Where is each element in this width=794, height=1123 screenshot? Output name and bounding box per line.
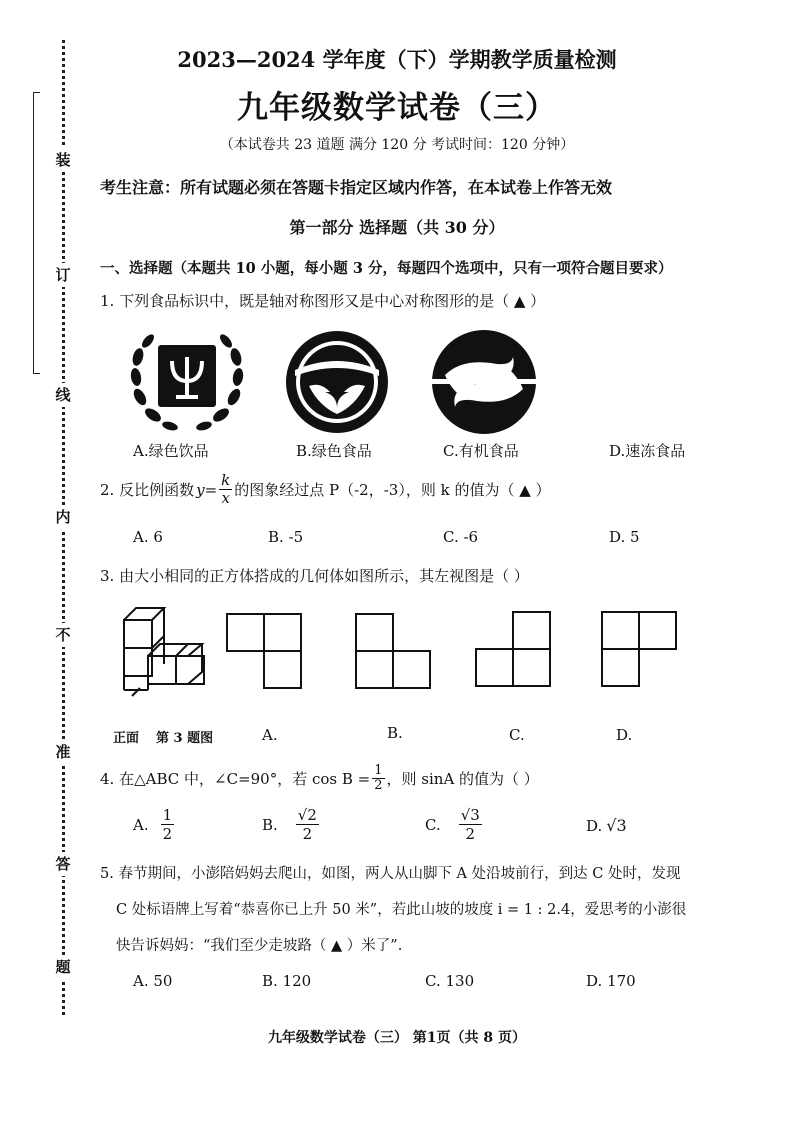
q2-option-d[interactable]: D. 5: [609, 528, 640, 546]
q1-stem: 1. 下列食品标识中，既是轴对称图形又是中心对称图形的是（ ▲ ）: [100, 292, 546, 310]
q5-option-d[interactable]: D. 170: [586, 972, 636, 990]
q2-pre: 2. 反比例函数: [100, 481, 195, 499]
organic-food-logo: [431, 329, 537, 435]
section-title: 一、选择题（本题共 10 小题，每小题 3 分，每题四个选项中，只有一项符合题目要求）: [100, 260, 673, 277]
binding-char-2: 订: [52, 263, 74, 287]
q2-option-b[interactable]: B. -5: [268, 528, 304, 546]
q3-option-d[interactable]: D.: [616, 726, 633, 744]
exam-info: （本试卷共 23 道题 满分 120 分 考试时间：120 分钟）: [219, 137, 575, 153]
binding-char-7: 答: [52, 852, 74, 876]
exam-title: 九年级数学试卷（三）: [237, 90, 557, 126]
q1-option-a[interactable]: A.绿色饮品: [133, 442, 209, 460]
q3-option-a[interactable]: A.: [262, 726, 278, 744]
q2-option-a[interactable]: A. 6: [133, 528, 163, 546]
q4-option-a-label: A.: [133, 815, 149, 834]
q4-frac-den: 2: [374, 778, 383, 793]
q4-stem: [100, 764, 539, 793]
q3-cube-figure: [118, 604, 210, 698]
q5-option-b[interactable]: B. 120: [262, 972, 312, 990]
q4-option-b-label: B.: [262, 815, 278, 834]
q3-option-b[interactable]: B.: [387, 724, 403, 742]
q5-line2: C 处标语牌上写着“恭喜你已上升 50 米”，若此山坡的坡度 i = 1 : 2.4，爱思考的小澎很: [116, 902, 687, 918]
q3-caption-front: 正面: [113, 731, 140, 746]
binding-char-3: 线: [52, 383, 74, 407]
q2-fraction: [219, 472, 232, 507]
q1-option-d[interactable]: D.速冻食品: [609, 442, 686, 460]
q4-option-d-label: D.: [586, 816, 603, 835]
q4-option-d-value: √3: [606, 816, 627, 835]
q5-option-a[interactable]: A. 50: [133, 972, 173, 990]
green-drink-logo: [128, 327, 246, 435]
q4-option-c-num: √3: [460, 806, 480, 824]
q3-option-c[interactable]: C.: [509, 726, 525, 744]
q2-frac-num: k: [221, 471, 231, 489]
q4-option-c-den: 2: [465, 825, 476, 843]
q1-option-b[interactable]: B.绿色食品: [296, 442, 372, 460]
q4-option-b[interactable]: [262, 806, 321, 843]
q3-caption-fig: 第 3 题图: [156, 731, 214, 746]
exam-subtitle: 2023—2024 学年度（下）学期教学质量检测: [177, 47, 617, 72]
q5-option-c[interactable]: C. 130: [425, 972, 475, 990]
green-food-logo: [285, 330, 389, 434]
q4-option-a-den: 2: [162, 825, 173, 843]
q4-option-a[interactable]: [133, 806, 176, 843]
q4-option-c-label: C.: [425, 815, 441, 834]
q4-option-b-num: √2: [297, 806, 317, 824]
q4-post: ，则 sinA 的值为（ ）: [386, 770, 539, 788]
q2-option-c[interactable]: C. -6: [443, 528, 479, 546]
q2-post: 的图象经过点 P（-2，-3），则 k 的值为（ ▲ ）: [234, 481, 551, 499]
q4-option-d[interactable]: [586, 816, 627, 835]
q5-line3: 快告诉妈妈：“我们至少走坡路（ ▲ ）米了”.: [116, 938, 403, 954]
q2-frac-den: x: [221, 489, 230, 507]
q4-option-c-frac: [459, 806, 482, 843]
binding-char-5: 不: [52, 623, 74, 647]
part-title: 第一部分 选择题（共 30 分）: [289, 218, 505, 237]
q4-option-a-num: 1: [162, 806, 173, 824]
binding-char-4: 内: [52, 505, 74, 529]
q3-option-b-figure[interactable]: [354, 612, 434, 692]
page-footer: 九年级数学试卷（三） 第1页（共 8 页）: [267, 1030, 527, 1046]
q4-fraction: [372, 764, 384, 793]
binding-char-8: 题: [52, 955, 74, 979]
q1-option-c[interactable]: C.有机食品: [443, 442, 519, 460]
q2-y: y=: [196, 480, 218, 499]
q3-stem: 3. 由大小相同的正方体搭成的几何体如图所示，其左视图是（ ）: [100, 567, 529, 585]
binding-char-1: 装: [52, 148, 74, 172]
q4-pre: 4. 在△ABC 中，∠C=90°，若 cos B =: [100, 770, 371, 788]
q4-option-c[interactable]: [425, 806, 484, 843]
q4-option-a-frac: [161, 806, 175, 843]
q4-frac-num: 1: [374, 763, 383, 778]
q3-option-d-figure[interactable]: [600, 610, 680, 690]
q5-line1: 5. 春节期间，小澎陪妈妈去爬山，如图，两人从山脚下 A 处沿坡前行，到达 C 处时，发现: [100, 866, 681, 882]
q4-option-b-den: 2: [302, 825, 313, 843]
exam-notice: 考生注意：所有试题必须在答题卡指定区域内作答，在本试卷上作答无效: [100, 178, 613, 197]
q2-stem: [100, 472, 551, 507]
binding-char-6: 准: [52, 740, 74, 764]
q3-option-c-figure[interactable]: [474, 610, 554, 690]
q4-option-b-frac: [296, 806, 319, 843]
q3-option-a-figure[interactable]: [225, 612, 305, 692]
